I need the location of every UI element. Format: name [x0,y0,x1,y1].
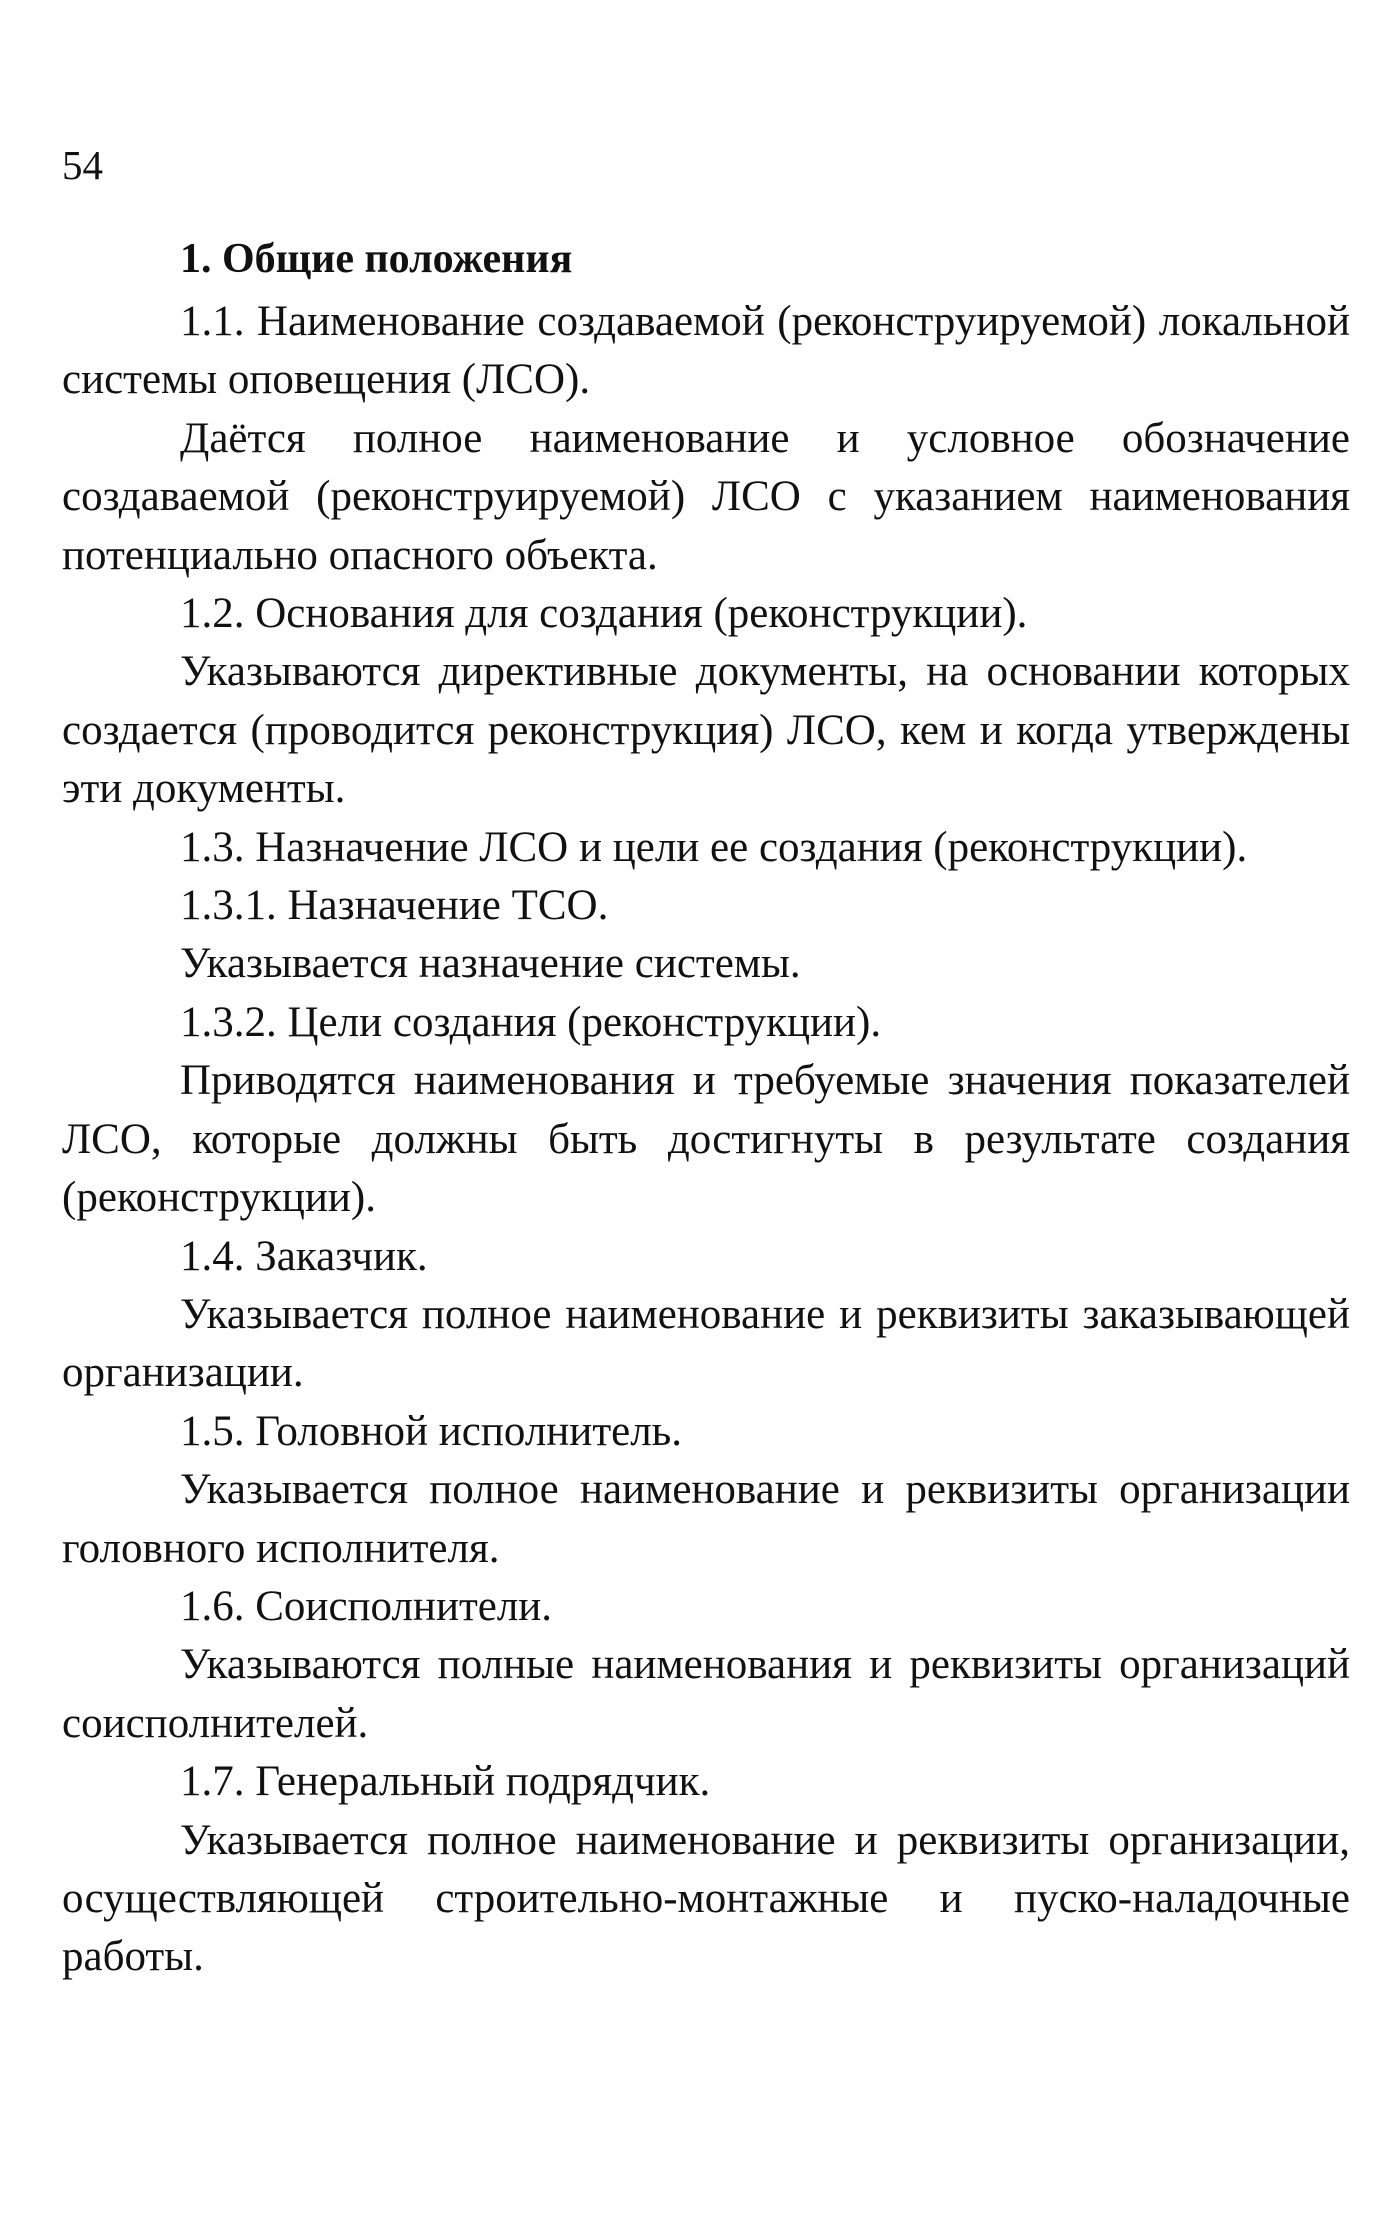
document-body [62,293,1350,1987]
paragraph-1-5-title: 1.5. Головной исполнитель. [180,1407,683,1455]
paragraph-1-3-title: 1.3. Назначение ЛСО и цели ее создания (реконструкции). [180,823,1248,871]
paragraph-1-1-body: Даётся полное наименование и условное обозначение создаваемой (реконструируемой) ЛСО с указанием наименования потенциально опасного объекта. [62,414,1350,579]
paragraph-1-6-body: Указываются полные наименования и реквизиты организаций соисполнителей. [62,1641,1350,1747]
paragraph-1-5-body: Указывается полное наименование и реквизиты организации головного исполнителя. [62,1466,1350,1572]
paragraph-1-4-title: 1.4. Заказчик. [180,1232,428,1280]
section-heading: 1. Общие положения [180,236,573,282]
paragraph-1-1-title: 1.1. Наименование создаваемой (реконструируемой) локальной системы оповещения (ЛСО). [62,298,1350,404]
paragraph-1-7-body: Указывается полное наименование и реквизиты организации, осуществляющей строительно-монтажные и пуско-наладочные работы. [62,1816,1350,1981]
paragraph-1-4-body: Указывается полное наименование и реквизиты заказывающей организации. [62,1290,1350,1397]
paragraph-1-3-2-title: 1.3.2. Цели создания (реконструкции). [180,998,882,1046]
paragraph-1-3-1-body: Указывается назначение системы. [180,940,801,988]
paragraph-1-3-1-title: 1.3.1. Назначение ТСО. [180,882,609,930]
paragraph-1-2-title: 1.2. Основания для создания (реконструкции). [180,590,1028,638]
paragraph-1-2-body: Указываются директивные документы, на основании которых создается (проводится реконструкция) ЛСО, кем и когда утверждены эти документы. [62,648,1350,813]
page-number: 54 [62,142,103,188]
paragraph-1-6-title: 1.6. Соисполнители. [180,1582,553,1630]
paragraph-1-3-2-body: Приводятся наименования и требуемые значения показателей ЛСО, которые должны быть достигнуты в результате создания (реконструкции). [62,1057,1350,1222]
paragraph-1-7-title: 1.7. Генеральный подрядчик. [180,1758,711,1806]
